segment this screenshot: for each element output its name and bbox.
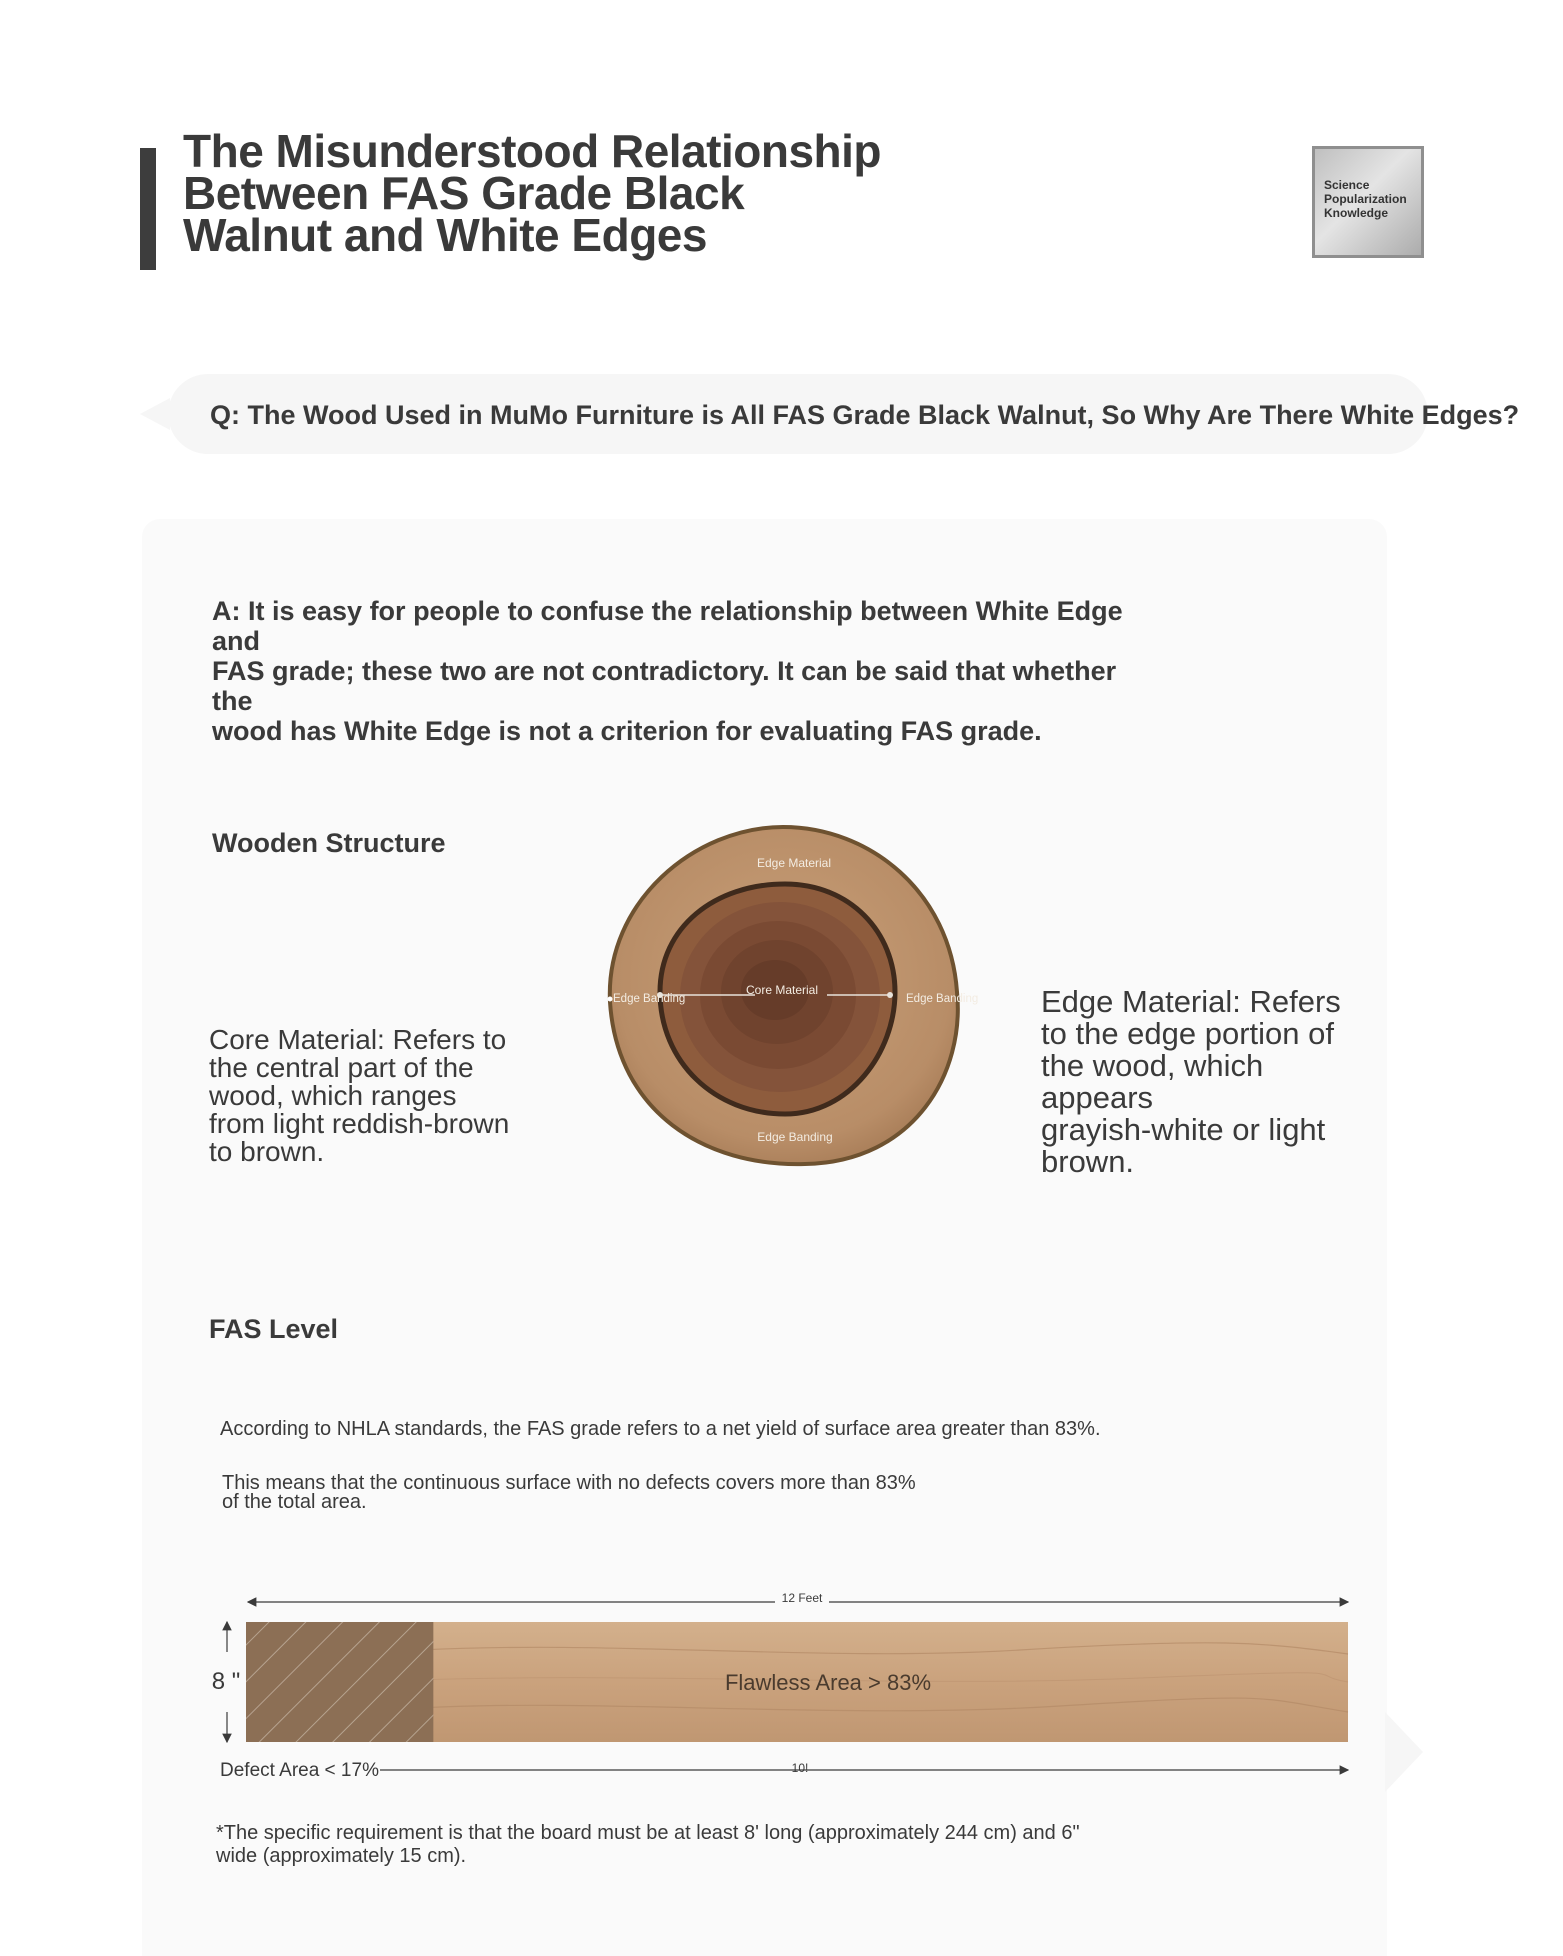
decorative-arrow-shape — [1385, 1712, 1423, 1792]
diagram-label-edge-banding-left: Edge Banding — [613, 993, 686, 1005]
badge-line-3: Knowledge — [1324, 206, 1389, 220]
core-line-5: to brown. — [209, 1136, 325, 1167]
clear-length-label: 10! — [791, 1761, 809, 1775]
badge-line-1: Science — [1324, 178, 1370, 192]
note-line-2: wide (approximately 15 cm). — [216, 1845, 467, 1867]
core-line-4: from light reddish-brown — [209, 1108, 510, 1139]
question-bubble-tail — [140, 398, 170, 430]
diagram-label-edge-banding-bottom: Edge Banding — [757, 1130, 833, 1144]
length-label: 12 Feet — [781, 1591, 823, 1605]
width-label: 8 " — [211, 1668, 241, 1695]
edge-line-2: to the edge portion of — [1041, 1016, 1335, 1051]
title-line-3: Walnut and White Edges — [183, 209, 707, 261]
fas-board-diagram — [200, 1580, 1360, 1780]
edge-line-4: appears — [1041, 1080, 1154, 1115]
science-badge — [1312, 146, 1424, 258]
defect-hatch — [246, 1622, 433, 1742]
core-line-1: Core Material: Refers to — [209, 1024, 507, 1055]
edge-line-6: brown. — [1041, 1144, 1135, 1179]
diagram-label-edge-material: Edge Material — [756, 856, 832, 870]
note-line-1: *The specific requirement is that the board must be at least 8' long (approximately 244 cm) and 6" — [216, 1822, 1080, 1844]
edge-line-1: Edge Material: Refers — [1041, 984, 1341, 1019]
question-text: Q: The Wood Used in MuMo Furniture is All FAS Grade Black Walnut, So Why Are There White Edges? — [210, 400, 1520, 430]
title-line-2: Between FAS Grade Black — [183, 167, 745, 219]
fas-explanation-line-2: of the total area. — [222, 1491, 367, 1513]
title-line-1: The Misunderstood Relationship — [183, 125, 882, 177]
wood-cross-section-diagram — [605, 822, 979, 1172]
diagram-label-core-material: Core Material — [745, 983, 819, 997]
right-marker-dot — [887, 992, 893, 998]
flawless-area-label: Flawless Area > 83% — [724, 1670, 932, 1695]
diagram-label-edge-banding-right: Edge Banding — [906, 993, 979, 1005]
page-title — [183, 125, 883, 261]
title-accent-bar — [140, 148, 156, 270]
edge-material-description — [1041, 986, 1361, 1178]
defect-area-label: Defect Area < 17% — [220, 1760, 379, 1781]
fas-requirement-note — [216, 1822, 1136, 1868]
core-material-description — [209, 1026, 539, 1166]
core-line-2: the central part of the — [209, 1052, 474, 1083]
fas-definition-text: According to NHLA standards, the FAS grade refers to a net yield of surface area greater than 83%. — [220, 1418, 1101, 1440]
fas-level-heading: FAS Level — [209, 1314, 339, 1344]
answer-line-2: FAS grade; these two are not contradictory. It can be said that whether the — [212, 656, 1117, 716]
edge-line-5: grayish-white or light — [1041, 1112, 1326, 1147]
badge-line-2: Popularization — [1324, 192, 1407, 206]
answer-line-1: A: It is easy for people to confuse the relationship between White Edge and — [212, 596, 1123, 656]
fas-explanation-text — [222, 1474, 982, 1512]
answer-line-3: wood has White Edge is not a criterion for evaluating FAS grade. — [212, 716, 1042, 746]
answer-text — [212, 596, 1142, 746]
edge-line-3: the wood, which — [1041, 1048, 1264, 1083]
fas-explanation-line-1: This means that the continuous surface with no defects covers more than 83% — [222, 1472, 916, 1494]
edge-marker-dot — [608, 997, 613, 1002]
wooden-structure-heading: Wooden Structure — [212, 828, 446, 858]
core-line-3: wood, which ranges — [209, 1080, 457, 1111]
